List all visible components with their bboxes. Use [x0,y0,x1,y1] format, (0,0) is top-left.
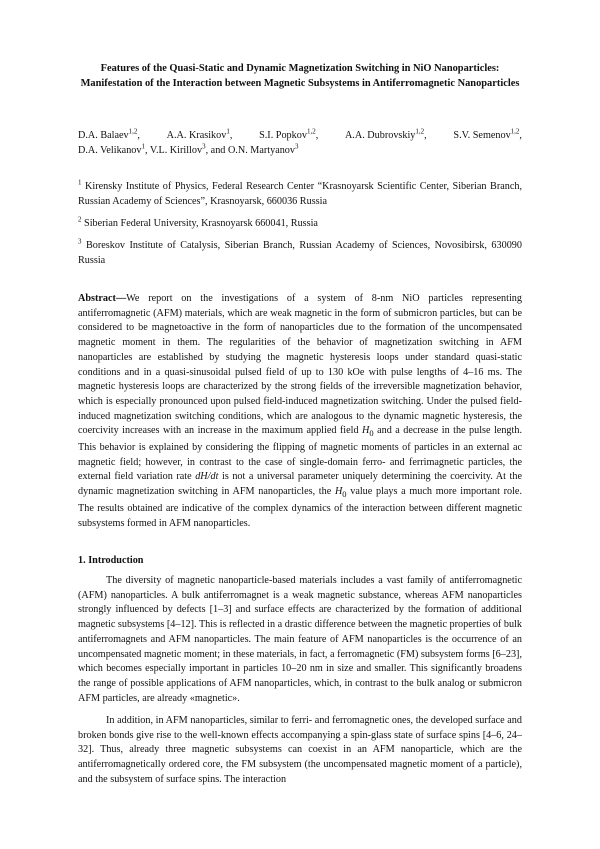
affiliation-3: $^3$ Boreskov Institute of Catalysis, Siberian Branch, Russian Academy of Sciences, Novosibirsk, 630090 Russia [78,237,522,266]
body-paragraph: The diversity of magnetic nanoparticle-based materials includes a vast family of antiferromagnetic (AFM) nanoparticles. A bulk antiferromagnet is a weak magnetic substance, whereas AFM nanoparticles strongly influenced by defects [1–3] and surface effects are characterized by the formation of additional magnetic subsystems [4–12]. This is reflected in a drastic difference between the magnetic properties of bulk antiferromagnets and AFM nanoparticles. The main feature of AFM nanoparticles is the occurrence of an uncompensated magnetic moment; in these materials, in fact, a ferromagnetic (FM) subsystem forms [6–23], which becomes especially important in particles 10–20 nm in size and smaller. This significantly broadens the range of possible applications of AFM nanoparticles, which, in contrast to the bulk analog or submicron AFM particles, are already «magnetic». [78,575,522,704]
author: D.A. Velikanov$^1$, [78,142,150,156]
affiliation-2: $^2$ Siberian Federal University, Krasnoyarsk 660041, Russia [78,215,318,229]
paper-title: Features of the Quasi-Static and Dynamic Magnetization Switching in NiO Nanoparticles: Manifestation of the Interaction between Magnetic Subsystems in Antiferromagnetic Nanoparticles [80,63,520,89]
author: A.A. Krasikov$^1$, [166,127,233,141]
author-list [78,128,522,158]
author: V.L. Kirillov$^3$, and [149,142,228,156]
author: S.I. Popkov$^{1,2}$, [259,127,319,141]
affiliation-1: $^1$ Kirensky Institute of Physics, Federal Research Center “Krasnoyarsk Scientific Center, Siberian Branch, Russian Academy of Sciences”, Krasnoyarsk, 660036 Russia [78,178,522,207]
author-row-1 [78,128,522,143]
author: O.N. Martyanov$^3$ [227,142,299,156]
author: S.V. Semenov$^{1,2}$, [453,127,522,141]
abstract-label: Abstract— [78,293,127,304]
author: A.A. Dubrovskiy$^{1,2}$, [344,127,427,141]
body-paragraph: In addition, in AFM nanoparticles, similar to ferri- and ferromagnetic ones, the developed surface and broken bonds give rise to the well-known effects accompanying a spin-glass state of surface spins [4–6, 24–32]. Thus, already three magnetic subsystems can coexist in an AFM nanoparticle, which are the antiferromagnetically ordered core, the FM subsystem (the uncompensated magnetic moment of a particle), and the subsystem of surface spins. The interaction [78,715,522,785]
author-row-2 [78,143,522,158]
author: D.A. Balaev$^{1,2}$, [78,127,140,141]
abstract: Abstract—We report on the investigations of a system of 8-nm NiO particles representing antiferromagnetic (AFM) materials, which are weak magnetic in the form of submicron particles, but can be considered to be magnetoactive in the form of nanoparticles due to the formation of the uncompensated magnetic moment in them. The regularities of the behavior of magnetization switching in AFM nanoparticles are established by studying the magnetic hysteresis loops under standard quasi-static conditions and in a quasi-sinusoidal pulsed field of up to 130 kOe with pulse lengths of 4–16 ms. The magnetic hysteresis loops are characterized by the strong fields of the irreversible magnetization behavior, which is especially pronounced upon pulsed field-induced magnetization switching. Under the pulsed field-induced magnetization switching conditions, which are analogous to the dynamic magnetic hysteresis, the coercivity increases with an increase in the maximum applied field $H_0$ and a decrease in the pulse length. This behavior is explained by considering the flipping of magnetic moments of particles in an external ac magnetic field; however, in contrast to the case of single-domain ferro- and ferrimagnetic particles, the external field variation rate dH/dt is not a universal parameter uniquely determining the coercivity. At the dynamic magnetization switching in AFM nanoparticles, the $H_0$ value plays a much more important role. The results obtained are indicative of the complex dynamics of the interaction between different magnetic subsystems formed in AFM nanoparticles. [78,293,523,529]
section-heading: 1. Introduction [78,555,144,566]
